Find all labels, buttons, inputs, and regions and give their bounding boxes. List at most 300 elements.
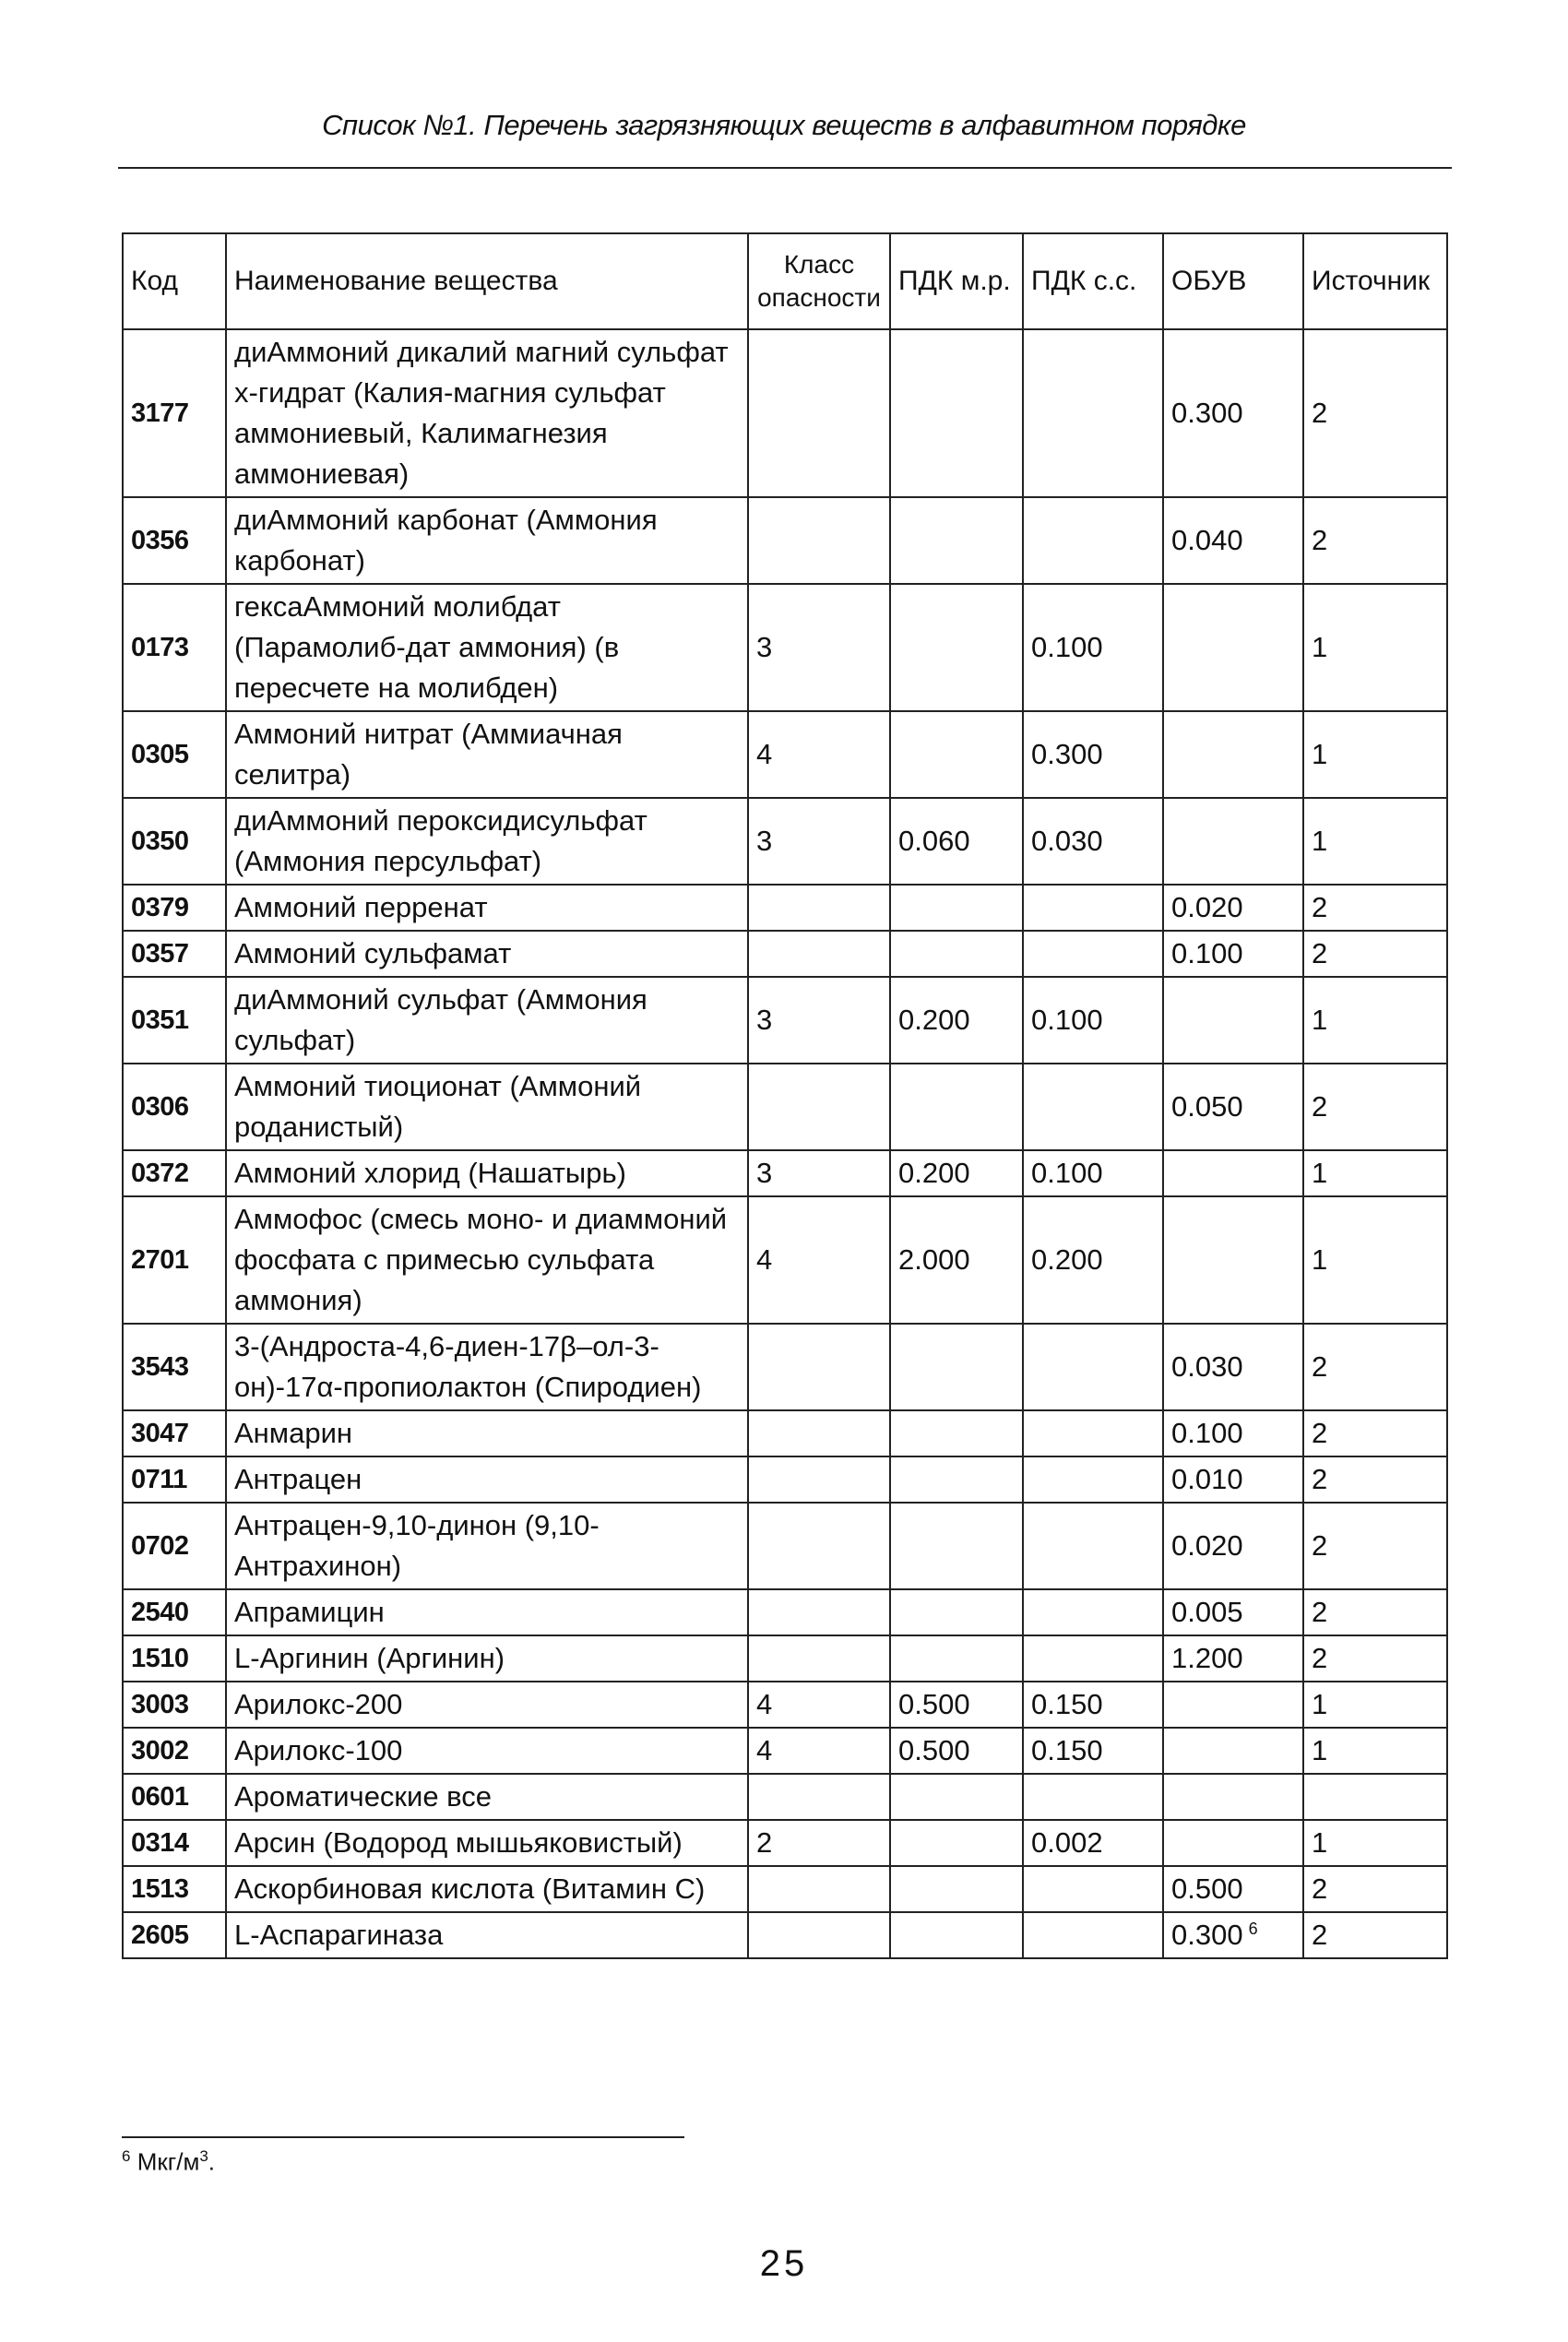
cell-source [1303, 584, 1447, 711]
cell-code [123, 1589, 226, 1635]
cell-obuv [1163, 1774, 1303, 1820]
cell-name [226, 329, 748, 497]
cell-pdk-ss [1023, 798, 1163, 885]
cell-obuv [1163, 1196, 1303, 1324]
cell-hazard-class-text: 3 [756, 1004, 773, 1036]
cell-obuv [1163, 497, 1303, 584]
cell-name-text: L-Аспарагиназа [234, 1919, 444, 1951]
cell-code [123, 798, 226, 885]
cell-code-text: 0356 [131, 526, 189, 555]
cell-pdk-mr [890, 329, 1023, 497]
cell-pdk-ss [1023, 1196, 1163, 1324]
cell-source-text: 2 [1312, 1596, 1328, 1628]
cell-code-text: 0351 [131, 1005, 189, 1035]
header-code: Код [123, 233, 226, 329]
header-class [748, 233, 890, 329]
cell-obuv [1163, 1635, 1303, 1682]
header-class-line1: Класс [783, 250, 855, 279]
table-row [123, 1820, 1447, 1866]
cell-obuv [1163, 584, 1303, 711]
table-row [123, 1589, 1447, 1635]
cell-code-text: 3543 [131, 1352, 189, 1382]
cell-obuv [1163, 1912, 1303, 1958]
cell-name-text: диАммоний пероксидисульфат (Аммония персульфат) [234, 804, 647, 877]
cell-pdk-mr-text: 0.500 [898, 1688, 970, 1720]
cell-code [123, 711, 226, 798]
cell-pdk-ss-text: 0.300 [1031, 738, 1103, 770]
cell-obuv [1163, 1682, 1303, 1728]
header-row [123, 233, 1447, 329]
cell-code-text: 0379 [131, 893, 189, 922]
cell-obuv-text: 1.200 [1171, 1642, 1243, 1674]
cell-name-text: Аскорбиновая кислота (Витамин С) [234, 1872, 706, 1905]
cell-pdk-mr [890, 1820, 1023, 1866]
cell-pdk-ss [1023, 497, 1163, 584]
cell-code [123, 1682, 226, 1728]
cell-code-text: 3002 [131, 1736, 189, 1765]
cell-code [123, 977, 226, 1064]
cell-source [1303, 1064, 1447, 1150]
cell-source [1303, 711, 1447, 798]
cell-obuv-text: 0.300 [1171, 397, 1243, 429]
table-row [123, 1410, 1447, 1456]
cell-obuv [1163, 711, 1303, 798]
cell-obuv-text: 0.500 [1171, 1872, 1243, 1905]
cell-hazard-class [748, 711, 890, 798]
header-pdk-mr: ПДК м.р. [890, 233, 1023, 329]
table-row [123, 1456, 1447, 1503]
cell-code-text: 0305 [131, 740, 189, 769]
table-row [123, 497, 1447, 584]
cell-hazard-class [748, 1866, 890, 1912]
cell-pdk-mr [890, 1410, 1023, 1456]
cell-obuv [1163, 1589, 1303, 1635]
cell-name [226, 1064, 748, 1150]
cell-code-text: 1510 [131, 1644, 189, 1673]
cell-obuv-text: 0.100 [1171, 1417, 1243, 1449]
cell-name-text: L-Аргинин (Аргинин) [234, 1642, 505, 1674]
cell-pdk-mr [890, 1150, 1023, 1196]
cell-source [1303, 1196, 1447, 1324]
cell-name-text: Аммоний сульфамат [234, 937, 512, 969]
cell-hazard-class [748, 1728, 890, 1774]
cell-hazard-class-text: 4 [756, 1734, 773, 1766]
cell-source-text: 1 [1312, 738, 1328, 770]
cell-source-text: 1 [1312, 1826, 1328, 1859]
cell-obuv [1163, 329, 1303, 497]
cell-name-text: Аммоний нитрат (Аммиачная селитра) [234, 718, 623, 791]
cell-name [226, 711, 748, 798]
cell-name-text: Апрамицин [234, 1596, 385, 1628]
table-row [123, 1324, 1447, 1410]
cell-source-text: 1 [1312, 825, 1328, 857]
footnote-end: . [208, 2147, 216, 2176]
cell-source [1303, 1728, 1447, 1774]
cell-obuv [1163, 1324, 1303, 1410]
cell-source [1303, 1410, 1447, 1456]
cell-code-text: 0711 [131, 1465, 187, 1494]
header-rule [118, 167, 1452, 169]
cell-name [226, 931, 748, 977]
table-row [123, 1064, 1447, 1150]
cell-name [226, 1866, 748, 1912]
cell-pdk-ss [1023, 711, 1163, 798]
table-row [123, 1728, 1447, 1774]
cell-obuv-text: 0.020 [1171, 1529, 1243, 1562]
cell-pdk-ss-text: 0.150 [1031, 1688, 1103, 1720]
cell-hazard-class [748, 497, 890, 584]
cell-source [1303, 977, 1447, 1064]
cell-code [123, 1456, 226, 1503]
cell-name-text: Арилокс-200 [234, 1688, 403, 1720]
cell-hazard-class [748, 584, 890, 711]
cell-name-text: диАммоний карбонат (Аммония карбонат) [234, 504, 658, 577]
cell-name [226, 885, 748, 931]
cell-name-text: диАммоний дикалий магний сульфат х-гидрат (Калия-магния сульфат аммониевый, Калимагнезия аммониевая) [234, 336, 729, 490]
cell-pdk-mr [890, 1635, 1023, 1682]
cell-name-text: диАммоний сульфат (Аммония сульфат) [234, 983, 647, 1056]
cell-hazard-class [748, 1912, 890, 1958]
cell-name [226, 798, 748, 885]
cell-pdk-ss-text: 0.150 [1031, 1734, 1103, 1766]
cell-source [1303, 1774, 1447, 1820]
cell-code [123, 1503, 226, 1589]
cell-hazard-class [748, 1410, 890, 1456]
cell-source [1303, 329, 1447, 497]
cell-code [123, 1410, 226, 1456]
cell-pdk-mr-text: 0.500 [898, 1734, 970, 1766]
cell-obuv [1163, 1820, 1303, 1866]
cell-source [1303, 1150, 1447, 1196]
cell-pdk-ss [1023, 1503, 1163, 1589]
cell-source-text: 1 [1312, 1688, 1328, 1720]
cell-source-text: 1 [1312, 631, 1328, 663]
cell-hazard-class [748, 1589, 890, 1635]
cell-name-text: Антрацен-9,10-динон (9,10-Антрахинон) [234, 1509, 600, 1582]
cell-code-text: 3047 [131, 1419, 189, 1448]
cell-obuv [1163, 931, 1303, 977]
cell-pdk-mr [890, 1064, 1023, 1150]
cell-code [123, 931, 226, 977]
cell-source-text: 2 [1312, 1529, 1328, 1562]
cell-obuv-text: 0.010 [1171, 1463, 1243, 1495]
cell-pdk-ss-text: 0.100 [1031, 1004, 1103, 1036]
cell-hazard-class-text: 4 [756, 1243, 773, 1276]
table-row [123, 798, 1447, 885]
cell-source-text: 2 [1312, 1463, 1328, 1495]
cell-code [123, 1064, 226, 1150]
cell-pdk-ss [1023, 885, 1163, 931]
cell-pdk-ss [1023, 1682, 1163, 1728]
cell-source-text: 2 [1312, 524, 1328, 556]
cell-pdk-ss [1023, 1866, 1163, 1912]
cell-hazard-class [748, 1635, 890, 1682]
cell-pdk-ss-text: 0.002 [1031, 1826, 1103, 1859]
footnote-ref: 6 [1248, 1919, 1258, 1938]
cell-hazard-class-text: 3 [756, 631, 773, 663]
cell-obuv [1163, 977, 1303, 1064]
cell-code [123, 1324, 226, 1410]
cell-name [226, 1728, 748, 1774]
cell-source-text: 2 [1312, 1919, 1328, 1951]
cell-code-text: 2605 [131, 1920, 189, 1950]
cell-pdk-ss [1023, 931, 1163, 977]
cell-source [1303, 885, 1447, 931]
header-class-line2: опасности [757, 283, 881, 312]
cell-source-text: 2 [1312, 1642, 1328, 1674]
cell-hazard-class [748, 1150, 890, 1196]
cell-code-text: 2540 [131, 1598, 189, 1627]
cell-pdk-mr-text: 0.060 [898, 825, 970, 857]
cell-source [1303, 1682, 1447, 1728]
cell-pdk-ss-text: 0.100 [1031, 631, 1103, 663]
cell-source-text: 2 [1312, 1417, 1328, 1449]
cell-pdk-mr [890, 1866, 1023, 1912]
cell-source [1303, 1324, 1447, 1410]
cell-hazard-class [748, 1196, 890, 1324]
cell-hazard-class-text: 3 [756, 1157, 773, 1189]
cell-source-text: 2 [1312, 1090, 1328, 1123]
cell-pdk-mr [890, 1196, 1023, 1324]
cell-pdk-ss [1023, 1820, 1163, 1866]
cell-hazard-class-text: 3 [756, 825, 773, 857]
cell-obuv-text: 0.050 [1171, 1090, 1243, 1123]
cell-pdk-ss-text: 0.100 [1031, 1157, 1103, 1189]
cell-source-text: 2 [1312, 937, 1328, 969]
cell-pdk-mr-text: 2.000 [898, 1243, 970, 1276]
cell-name [226, 1912, 748, 1958]
footnote-text: Мкг/м [137, 2147, 200, 2176]
cell-hazard-class [748, 1774, 890, 1820]
cell-code-text: 0357 [131, 939, 189, 969]
footnote [122, 2147, 215, 2177]
cell-code-text: 0314 [131, 1828, 189, 1858]
table-row [123, 1196, 1447, 1324]
cell-pdk-ss [1023, 1589, 1163, 1635]
cell-obuv-text: 0.030 [1171, 1350, 1243, 1383]
cell-pdk-ss [1023, 1456, 1163, 1503]
cell-obuv-text: 0.100 [1171, 937, 1243, 969]
cell-obuv [1163, 1410, 1303, 1456]
cell-pdk-mr [890, 1912, 1023, 1958]
cell-source [1303, 1456, 1447, 1503]
table-row [123, 711, 1447, 798]
cell-pdk-ss [1023, 1728, 1163, 1774]
cell-pdk-mr [890, 1503, 1023, 1589]
cell-name [226, 1410, 748, 1456]
cell-pdk-mr [890, 1728, 1023, 1774]
cell-pdk-ss [1023, 1324, 1163, 1410]
cell-name-text: 3-(Андроста-4,6-диен-17β–ол-3-он)-17α-пропиолактон (Спиродиен) [234, 1330, 702, 1403]
cell-code [123, 497, 226, 584]
table-row [123, 1912, 1447, 1958]
cell-name [226, 1324, 748, 1410]
cell-code [123, 1635, 226, 1682]
cell-source [1303, 1912, 1447, 1958]
cell-source [1303, 1589, 1447, 1635]
table-row [123, 1682, 1447, 1728]
cell-name [226, 584, 748, 711]
table-body [123, 329, 1447, 1958]
cell-pdk-ss [1023, 977, 1163, 1064]
cell-code-text: 3003 [131, 1690, 189, 1719]
cell-obuv [1163, 1728, 1303, 1774]
cell-pdk-mr [890, 798, 1023, 885]
cell-code [123, 1728, 226, 1774]
cell-pdk-mr [890, 931, 1023, 977]
cell-hazard-class [748, 1820, 890, 1866]
cell-code [123, 885, 226, 931]
cell-pdk-ss [1023, 329, 1163, 497]
footnote-rule [122, 2136, 684, 2138]
cell-code-text: 0306 [131, 1092, 189, 1122]
table-row [123, 1503, 1447, 1589]
cell-name-text: Аммоний хлорид (Нашатырь) [234, 1157, 626, 1189]
cell-name-text: Анмарин [234, 1417, 353, 1449]
cell-code [123, 1774, 226, 1820]
cell-source-text: 2 [1312, 397, 1328, 429]
cell-name [226, 977, 748, 1064]
cell-source-text: 2 [1312, 1872, 1328, 1905]
cell-source-text: 1 [1312, 1004, 1328, 1036]
cell-source-text: 2 [1312, 1350, 1328, 1383]
table-row [123, 1866, 1447, 1912]
cell-name-text: Антрацен [234, 1463, 362, 1495]
table-row [123, 931, 1447, 977]
cell-code-text: 0702 [131, 1531, 189, 1561]
cell-name [226, 1682, 748, 1728]
cell-code-text: 0601 [131, 1782, 189, 1812]
cell-source [1303, 1820, 1447, 1866]
header-source: Источник [1303, 233, 1447, 329]
cell-source-text: 2 [1312, 891, 1328, 923]
cell-obuv-text: 0.020 [1171, 891, 1243, 923]
cell-code [123, 1150, 226, 1196]
table-row [123, 1774, 1447, 1820]
substances-table [122, 232, 1448, 1959]
cell-name-text: Ароматические все [234, 1780, 493, 1813]
cell-pdk-mr [890, 1589, 1023, 1635]
cell-pdk-ss-text: 0.030 [1031, 825, 1103, 857]
table-row [123, 977, 1447, 1064]
cell-source [1303, 931, 1447, 977]
footnote-mark: 6 [122, 2147, 131, 2165]
cell-hazard-class [748, 329, 890, 497]
cell-code [123, 1912, 226, 1958]
cell-hazard-class-text: 2 [756, 1826, 773, 1859]
cell-code [123, 1866, 226, 1912]
table-row [123, 329, 1447, 497]
cell-hazard-class [748, 1682, 890, 1728]
cell-obuv [1163, 1866, 1303, 1912]
cell-name-text: Арилокс-100 [234, 1734, 403, 1766]
cell-pdk-mr-text: 0.200 [898, 1004, 970, 1036]
cell-hazard-class-text: 4 [756, 738, 773, 770]
cell-name [226, 1196, 748, 1324]
cell-pdk-ss-text: 0.200 [1031, 1243, 1103, 1276]
cell-code-text: 1513 [131, 1874, 189, 1904]
cell-obuv [1163, 1064, 1303, 1150]
cell-obuv [1163, 1503, 1303, 1589]
cell-code-text: 0350 [131, 826, 189, 856]
cell-pdk-mr-text: 0.200 [898, 1157, 970, 1189]
cell-pdk-mr [890, 497, 1023, 584]
cell-name [226, 1456, 748, 1503]
cell-obuv [1163, 1150, 1303, 1196]
cell-name [226, 1589, 748, 1635]
footnote-unit-power: 3 [199, 2147, 208, 2165]
cell-pdk-mr [890, 1456, 1023, 1503]
header-name: Наименование вещества [226, 233, 748, 329]
cell-hazard-class [748, 1503, 890, 1589]
cell-pdk-mr [890, 711, 1023, 798]
cell-pdk-mr [890, 1682, 1023, 1728]
cell-code-text: 0173 [131, 633, 189, 662]
cell-source-text: 1 [1312, 1734, 1328, 1766]
cell-code-text: 3177 [131, 398, 189, 428]
cell-source-text: 1 [1312, 1157, 1328, 1189]
cell-pdk-ss [1023, 1774, 1163, 1820]
cell-code-text: 2701 [131, 1245, 189, 1275]
cell-hazard-class [748, 1456, 890, 1503]
cell-name-text: гексаАммоний молибдат (Парамолиб-дат аммония) (в пересчете на молибден) [234, 590, 620, 704]
cell-code [123, 1820, 226, 1866]
cell-hazard-class [748, 977, 890, 1064]
cell-pdk-ss [1023, 1064, 1163, 1150]
cell-hazard-class [748, 931, 890, 977]
header-pdk-ss: ПДК с.с. [1023, 233, 1163, 329]
cell-pdk-ss [1023, 584, 1163, 711]
cell-pdk-mr [890, 584, 1023, 711]
cell-source [1303, 798, 1447, 885]
cell-hazard-class [748, 1064, 890, 1150]
cell-pdk-ss [1023, 1410, 1163, 1456]
running-head: Список №1. Перечень загрязняющих веществ в алфавитном порядке [322, 109, 1246, 141]
cell-name [226, 1820, 748, 1866]
cell-obuv [1163, 1456, 1303, 1503]
cell-name [226, 1635, 748, 1682]
cell-obuv-text: 0.040 [1171, 524, 1243, 556]
cell-name-text: Аммоний тиоционат (Аммоний роданистый) [234, 1070, 642, 1143]
cell-pdk-mr [890, 977, 1023, 1064]
cell-obuv-text: 0.300 [1171, 1919, 1243, 1951]
cell-hazard-class [748, 1324, 890, 1410]
cell-pdk-ss [1023, 1912, 1163, 1958]
cell-name-text: Аммофос (смесь моно- и диаммоний фосфата с примесью сульфата аммония) [234, 1203, 728, 1316]
cell-name-text: Арсин (Водород мышьяковистый) [234, 1826, 683, 1859]
cell-hazard-class [748, 798, 890, 885]
header-obuv: ОБУВ [1163, 233, 1303, 329]
cell-obuv [1163, 885, 1303, 931]
cell-code [123, 1196, 226, 1324]
table-row [123, 584, 1447, 711]
cell-code [123, 329, 226, 497]
cell-name-text: Аммоний перренат [234, 891, 488, 923]
cell-code-text: 0372 [131, 1159, 189, 1188]
table-row [123, 885, 1447, 931]
cell-name [226, 1774, 748, 1820]
cell-name [226, 1150, 748, 1196]
cell-source [1303, 1866, 1447, 1912]
cell-obuv [1163, 798, 1303, 885]
cell-pdk-ss [1023, 1635, 1163, 1682]
cell-name [226, 1503, 748, 1589]
table-row [123, 1150, 1447, 1196]
cell-source [1303, 497, 1447, 584]
cell-hazard-class [748, 885, 890, 931]
cell-code [123, 584, 226, 711]
cell-pdk-ss [1023, 1150, 1163, 1196]
